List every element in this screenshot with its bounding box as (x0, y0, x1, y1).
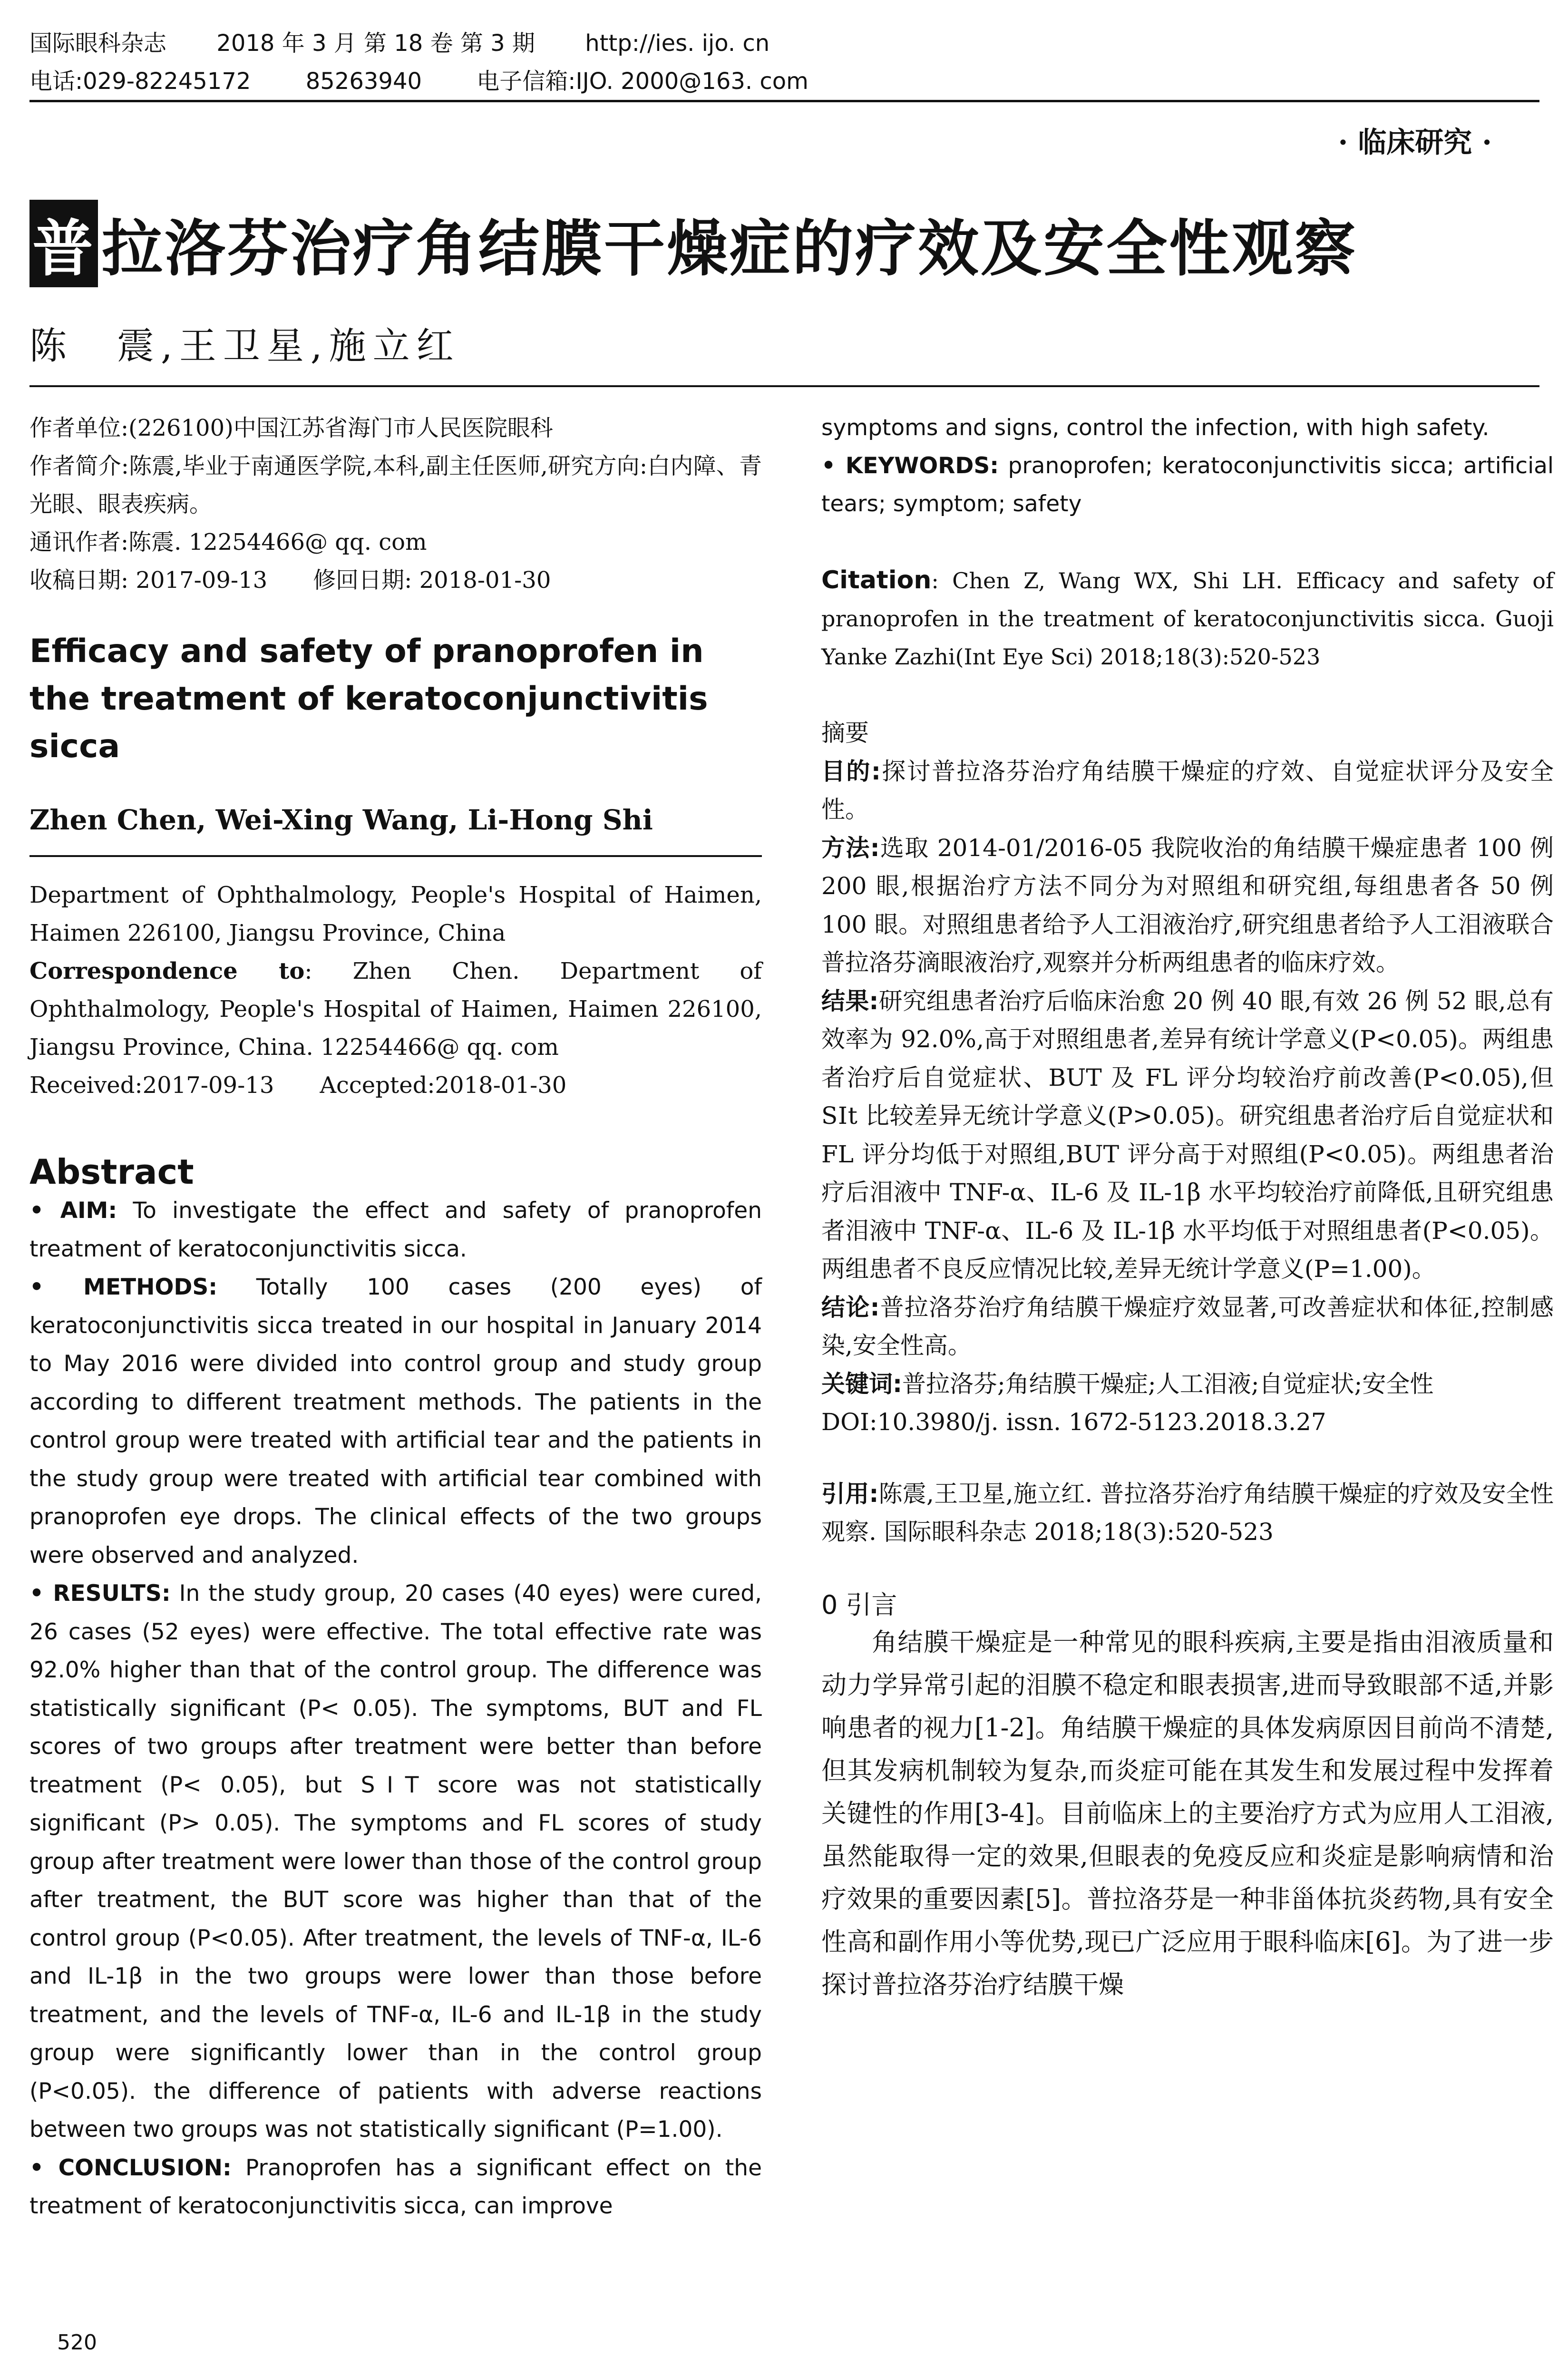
cn-abstract (821, 714, 1554, 1551)
doi[interactable]: DOI:10.3980/j. issn. 1672-5123.2018.3.27 (821, 1408, 1326, 1436)
intro-text: 角结膜干燥症是一种常见的眼科疾病,主要是指由泪液质量和动力学异常引起的泪膜不稳定和眼表损害,进而导致眼部不适,并影响患者的视力[1-2]。角结膜干燥症的具体发病原因目前尚不清楚,但其发病机制较为复杂,而炎症可能在其发生和发展过程中发挥着关键性的作用[3-4]。目前临床上的主要治疗方式为应用人工泪液,虽然能取得一定的效果,但眼表的免疫反应和炎症是影响病情和治疗效果的重要因素[5]。普拉洛芬是一种非甾体抗炎药物,具有安全性高和副作用小等优势,现已广泛应用于眼科临床[6]。为了进一步探讨普拉洛芬治疗结膜干燥 (821, 1627, 1554, 1999)
cn-results (821, 982, 1554, 1288)
cn-keywords-label: 关键词: (821, 1370, 902, 1398)
abstract-heading: Abstract (29, 1152, 194, 1192)
title-rule (29, 385, 1539, 387)
phone2: 85263940 (305, 68, 422, 95)
page-number: 520 (57, 2330, 97, 2355)
cn-abstract-heading: 摘要 (821, 719, 869, 747)
author-unit: 作者单位:(226100)中国江苏省海门市人民医院眼科 (29, 415, 553, 441)
affiliation: Department of Ophthalmology, People's Hospital of Haimen, Haimen 226100, Jiangsu Province, China (29, 882, 762, 946)
cn-keywords-text: 普拉洛芬;角结膜干燥症;人工泪液;自觉症状;安全性 (902, 1370, 1434, 1398)
article-title (29, 200, 1357, 287)
cn-citation-label: 引用: (821, 1480, 879, 1508)
abstract-results-text: In the study group, 20 cases (40 eyes) were cured, 26 cases (52 eyes) were effective. The total effective rate was 92.0% higher than that of the control group. The difference was statistically significant (P< 0.05). The symptoms, BUT and FL scores of two groups after treatment were better than before treatment (P< 0.05), but SⅠT score was not statistically significant (P> 0.05). The symptoms and FL scores of study group after treatment were lower than those of the control group after treatment, the BUT score was higher than that of the control group (P<0.05). After treatment, the levels of TNF-α, IL-6 and IL-1β in the two groups were lower than those before treatment, and the levels of TNF-α, IL-6 and IL-1β in the study group were significantly lower than in the control group (P<0.05). the difference of patients with adverse reactions between two groups was not statistically significant (P=1.00). (29, 1580, 762, 2143)
journal-url[interactable]: http://ies. ijo. cn (585, 30, 770, 57)
right-column (821, 409, 1554, 2007)
phone: 电话:029-82245172 (29, 68, 251, 95)
abstract-methods-label: • METHODS: (29, 1274, 218, 1300)
cn-conclusion-text: 普拉洛芬治疗角结膜干燥症疗效显著,可改善症状和体征,控制感染,安全性高。 (821, 1293, 1554, 1359)
abstract-aim-text: To investigate the effect and safety of pranoprofen treatment of keratoconjunctivitis sicca. (29, 1198, 762, 1262)
correspondence-text: : Zhen Chen. Department of Ophthalmology, People's Hospital of Haimen, Haimen 226100, Jiangsu Province, China. 12254466@ qq. com (29, 958, 762, 1061)
left-column (29, 409, 762, 2226)
abstract-aim (29, 1192, 762, 1268)
cn-citation-text: 陈震,王卫星,施立红. 普拉洛芬治疗角结膜干燥症的疗效及安全性观察. 国际眼科杂志 2018;18(3):520-523 (821, 1480, 1554, 1546)
citation (821, 561, 1554, 676)
keywords-text: pranoprofen; keratoconjunctivitis sicca; artificial tears; symptom; safety (821, 453, 1554, 517)
cn-methods-text: 选取 2014-01/2016-05 我院收治的角结膜干燥症患者 100 例 200 眼,根据治疗方法不同分为对照组和研究组,每组患者各 50 例 100 眼。对照组患者给予人工泪液治疗,研究组患者给予人工泪液联合普拉洛芬滴眼液治疗,观察并分析两组患者的临床疗效。 (821, 834, 1554, 976)
section-tag: · 临床研究 · (1338, 126, 1492, 159)
en-authors: Zhen Chen, Wei-Xing Wang, Li-Hong Shi (29, 804, 653, 836)
en-title: Efficacy and safety of pranoprofen in the treatment of keratoconjunctivitis sicca (29, 633, 708, 765)
cn-aim-text: 探讨普拉洛芬治疗角结膜干燥症的疗效、自觉症状评分及安全性。 (821, 757, 1554, 823)
received-dates: 收稿日期: 2017-09-13 修回日期: 2018-01-30 (29, 567, 551, 594)
cn-methods (821, 829, 1554, 982)
abstract-results-label: • RESULTS: (29, 1580, 171, 1607)
citation-text: : Chen Z, Wang WX, Shi LH. Efficacy and safety of pranoprofen in the treatment of keratoconjunctivitis sicca. Guoji Yanke Zazhi(Int Eye Sci) 2018;18(3):520-523 (821, 568, 1554, 670)
cn-results-label: 结果: (821, 987, 879, 1015)
cn-results-text: 研究组患者治疗后临床治愈 20 例 40 眼,有效 26 例 52 眼,总有效率为 92.0%,高于对照组患者,差异有统计学意义(P<0.05)。两组患者治疗后自觉症状、BUT 及 FL 评分均较治疗前改善(P<0.05),但 SⅠt 比较差异无统计学意义(P>0.05)。研究组患者治疗后自觉症状和 FL 评分均低于对照组,BUT 评分高于对照组(P<0.05)。两组患者治疗后泪液中 TNF-α、IL-6 及 IL-1β 水平均较治疗前降低,且研究组患者泪液中 TNF-α、IL-6 及 IL-1β 水平均低于对照组患者(P<0.05)。两组患者不良反应情况比较,差异无统计学意义(P=1.00)。 (821, 987, 1554, 1283)
cn-conclusion-label: 结论: (821, 1293, 880, 1321)
en-abstract-cont (821, 409, 1554, 523)
issue-info: 2018 年 3 月 第 18 卷 第 3 期 (216, 30, 535, 57)
title-text: 拉洛芬治疗角结膜干燥症的疗效及安全性观察 (102, 214, 1358, 284)
cn-meta (29, 409, 762, 599)
en-authors-rule (29, 855, 762, 857)
author-bio: 作者简介:陈震,毕业于南通医学院,本科,副主任医师,研究方向:白内障、青光眼、眼表疾病。 (29, 453, 762, 517)
journal-header-line2 (29, 63, 808, 96)
title-first-char: 普 (29, 200, 98, 287)
correspondence (29, 952, 762, 1066)
abstract-conclusion-label: • CONCLUSION: (29, 2154, 232, 2181)
journal-name: 国际眼科杂志 (29, 30, 167, 57)
journal-header-line1 (29, 25, 769, 58)
cn-conclusion (821, 1288, 1554, 1365)
cn-aim (821, 752, 1554, 829)
correspondence-label: Correspondence to (29, 958, 305, 984)
abstract-methods (29, 1268, 762, 1575)
keywords-label: • KEYWORDS: (821, 453, 999, 479)
affiliation-block (29, 876, 762, 1104)
header-rule (29, 100, 1539, 102)
cn-citation (821, 1475, 1554, 1551)
cn-methods-label: 方法: (821, 834, 880, 862)
abstract-methods-text: Totally 100 cases (200 eyes) of keratoconjunctivitis sicca treated in our hospital in January 2014 to May 2016 were divided into control group and study group according to different treatment methods. The patients in the control group were treated with artificial tear and the patients in the study group were treated with artificial tear combined with pranoprofen eye drops. The clinical effects of the two groups were observed and analyzed. (29, 1274, 762, 1568)
abstract-aim-label: • AIM: (29, 1198, 117, 1224)
corresponding-author: 通讯作者:陈震. 12254466@ qq. com (29, 529, 427, 555)
received-en: Received:2017-09-13 Accepted:2018-01-30 (29, 1072, 567, 1099)
cn-aim-label: 目的: (821, 757, 881, 785)
keywords (821, 447, 1554, 523)
cn-keywords (821, 1365, 1554, 1403)
abstract-results (29, 1575, 762, 2149)
abstract-body (29, 1192, 762, 2226)
authors-cn: 陈 震,王卫星,施立红 (29, 325, 460, 368)
journal-email[interactable]: 电子信箱:IJO. 2000@163. com (477, 68, 808, 95)
abstract-conclusion-text: Pranoprofen has a significant effect on the treatment of keratoconjunctivitis sicca, can improve (29, 2154, 762, 2219)
intro-heading: 0 引言 (821, 1589, 897, 1620)
citation-label: Citation (821, 566, 932, 594)
conclusion-cont: symptoms and signs, control the infection, with high safety. (821, 415, 1490, 441)
abstract-conclusion (29, 2149, 762, 2226)
